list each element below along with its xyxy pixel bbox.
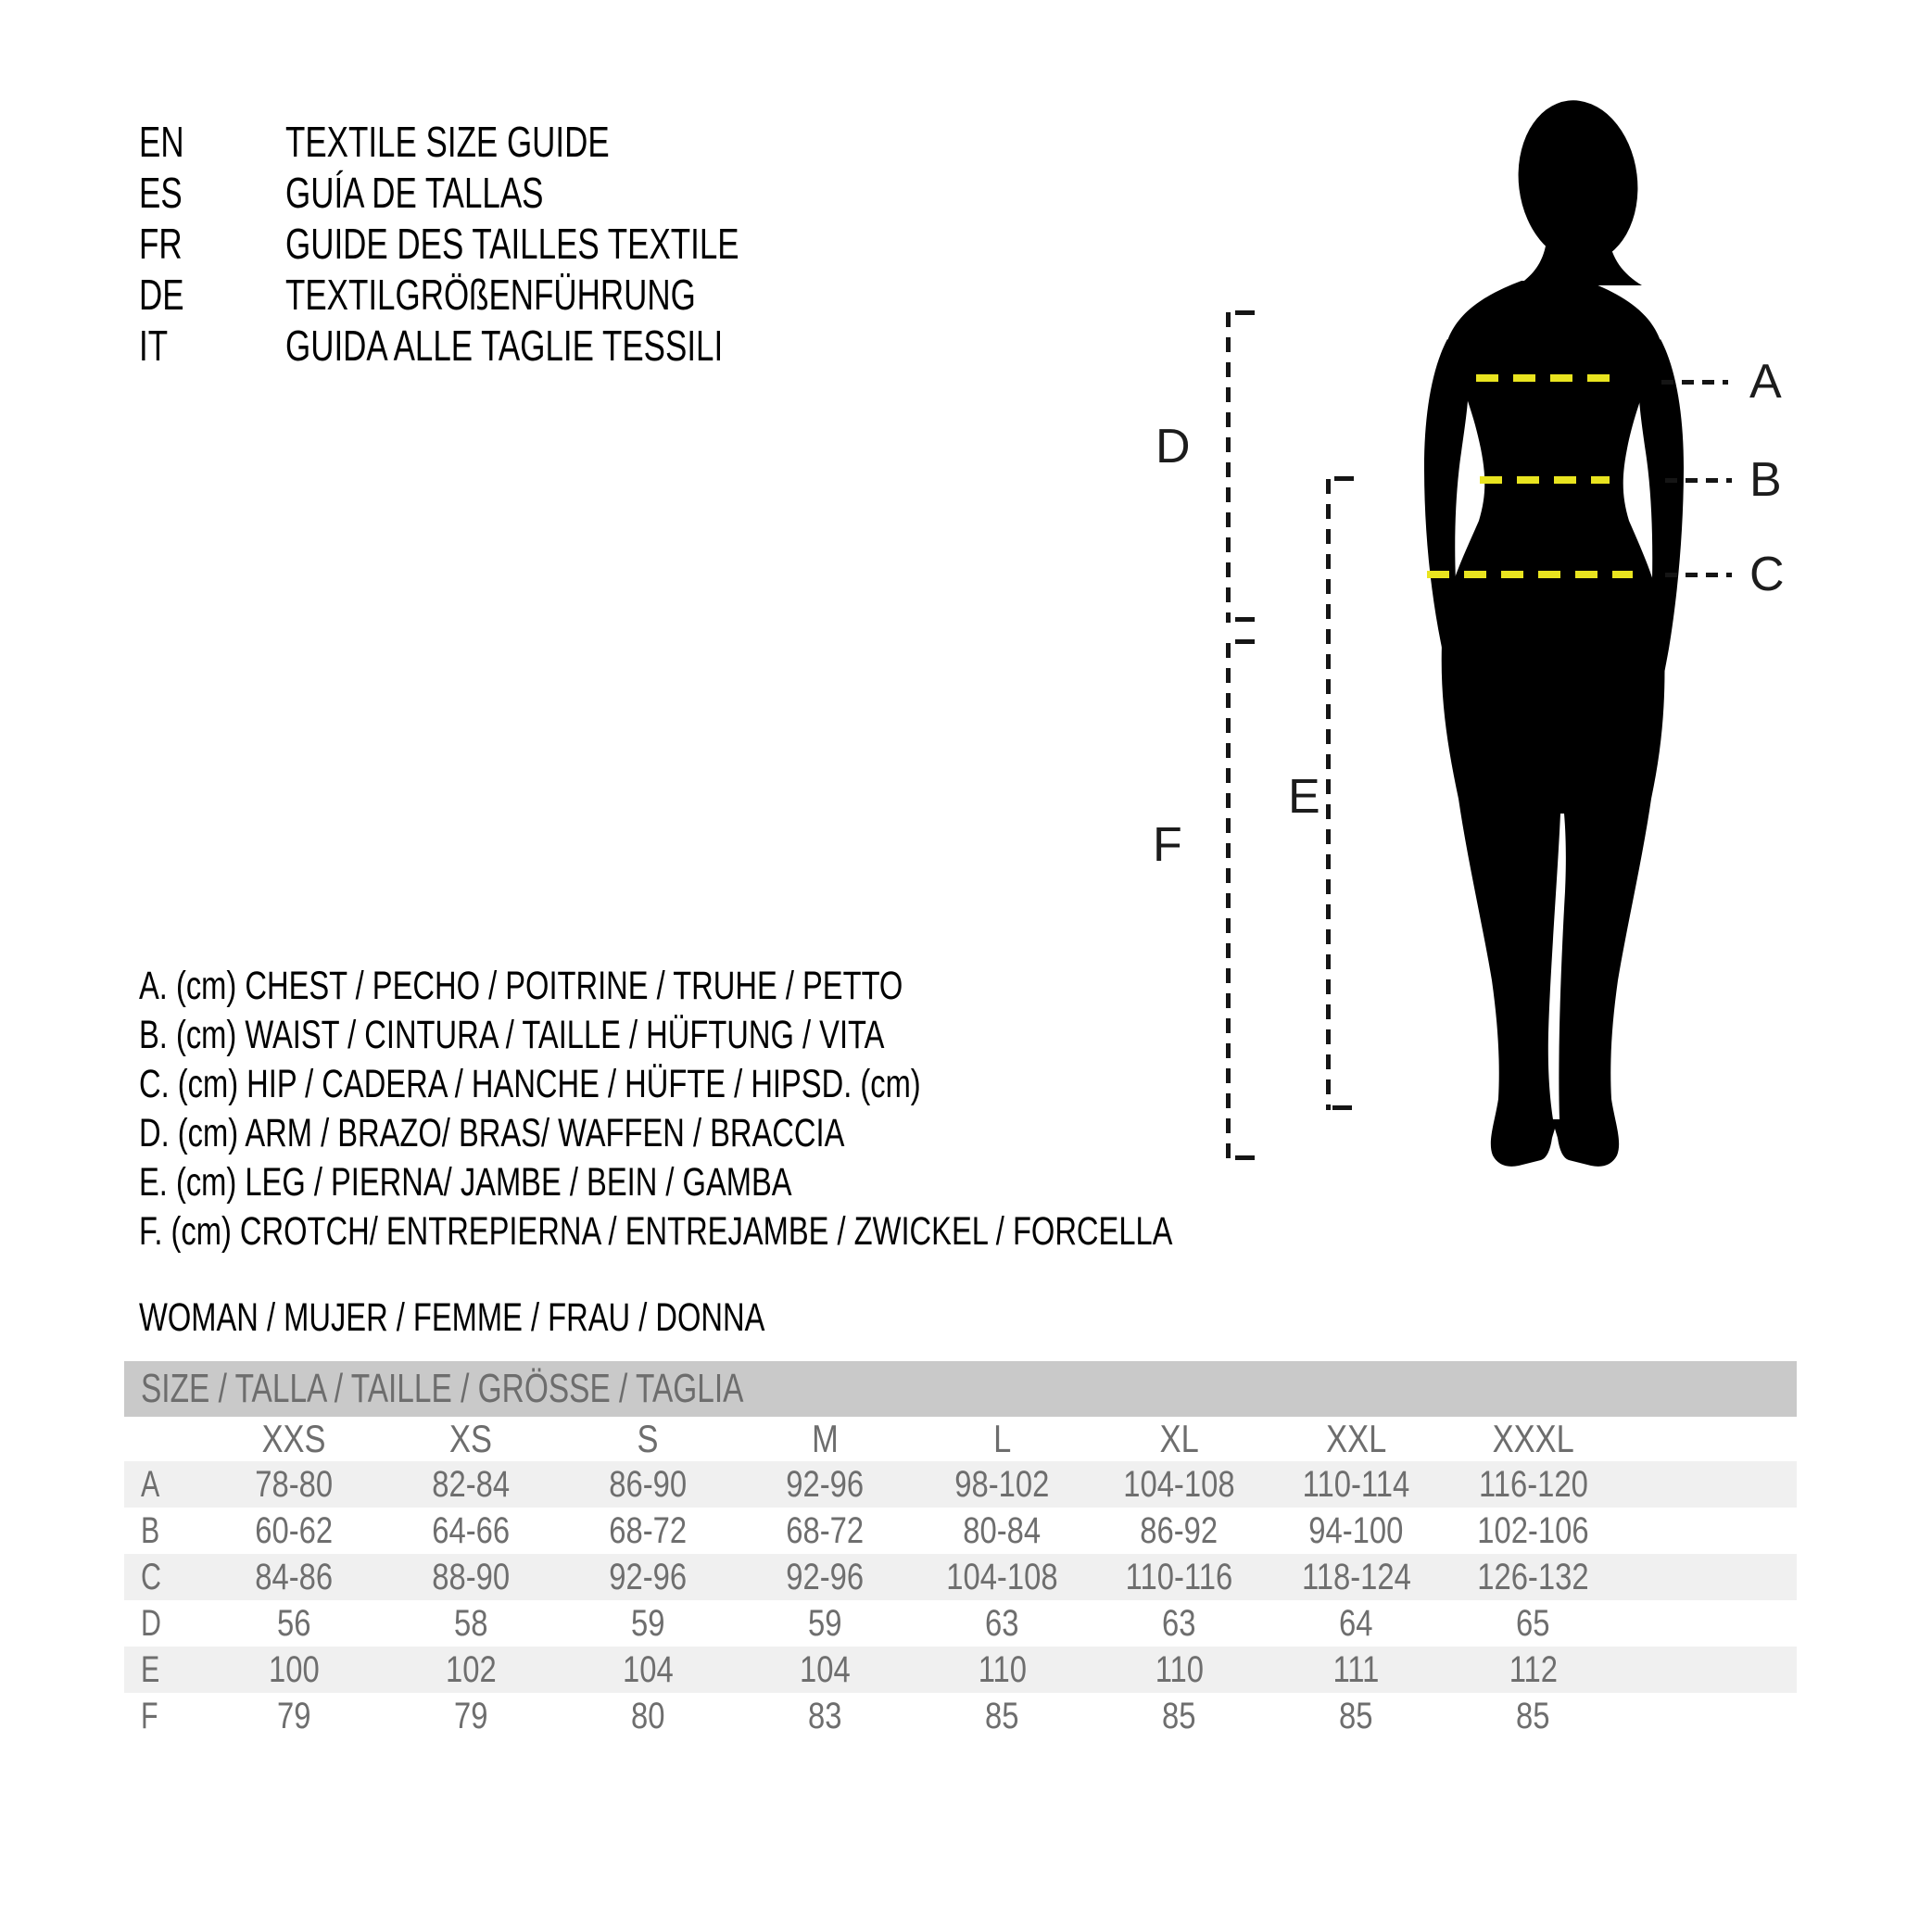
table-row [124,1693,1797,1739]
table-cell [1445,1554,1622,1600]
cell-value: 110-114 [1302,1464,1410,1505]
cell-value: 92-96 [609,1557,688,1597]
table-cell [560,1508,737,1554]
row-label: A [141,1464,160,1505]
measure-label-d: D [1155,420,1191,473]
language-title: TEXTILGRÖßENFÜHRUNG [285,271,696,319]
size-column-header [383,1417,560,1461]
measure-label-c: C [1749,548,1785,601]
legend-item [139,1158,1499,1207]
cell-value: 85 [1162,1696,1196,1736]
table-cell [560,1554,737,1600]
table-cell [383,1693,560,1739]
size-column-label: XXS [262,1417,326,1460]
language-row [139,270,882,321]
table-cell [1091,1693,1268,1739]
cell-value: 68-72 [609,1510,688,1551]
size-table-title-band [124,1361,1797,1417]
audience-heading [139,1295,963,1341]
legend-item [139,1011,1499,1060]
table-cell [914,1600,1091,1647]
row-label-cell [124,1461,206,1508]
cell-value: 102 [446,1649,497,1690]
leader-line-c [1665,573,1732,577]
cell-value: 58 [454,1603,488,1644]
size-column-header [1268,1417,1445,1461]
table-cell [383,1461,560,1508]
legend-text: E. (cm) LEG / PIERNA/ JAMBE / BEIN / GAMBA [139,1160,792,1205]
legend-item [139,962,1499,1011]
table-cell [1268,1508,1445,1554]
row-label-cell [124,1508,206,1554]
language-title: TEXTILE SIZE GUIDE [285,118,610,166]
language-title: GUÍA DE TALLAS [285,169,544,217]
row-label-cell [124,1693,206,1739]
legend-item [139,1060,1499,1109]
cell-value: 110-116 [1125,1557,1233,1597]
table-cell [1091,1554,1268,1600]
cell-value: 64-66 [432,1510,511,1551]
cell-value: 59 [808,1603,842,1644]
table-cell [737,1600,914,1647]
row-label-cell [124,1647,206,1693]
table-cell [206,1693,383,1739]
cell-value: 68-72 [786,1510,865,1551]
table-cell [206,1554,383,1600]
size-column-header [737,1417,914,1461]
table-cell [1445,1693,1622,1739]
row-filler [1622,1647,1797,1693]
table-cell [1268,1461,1445,1508]
cell-value: 104 [623,1649,674,1690]
table-cell [383,1647,560,1693]
row-filler [1622,1693,1797,1739]
cell-value: 84-86 [255,1557,334,1597]
size-column-label: L [992,1417,1012,1460]
legend-text: D. (cm) ARM / BRAZO/ BRAS/ WAFFEN / BRACCIA [139,1111,845,1155]
audience-heading-text: WOMAN / MUJER / FEMME / FRAU / DONNA [139,1295,765,1340]
size-column-header [1445,1417,1622,1461]
cell-value: 79 [454,1696,488,1736]
table-cell [560,1600,737,1647]
cell-value: 110 [1155,1649,1204,1690]
cell-value: 104-108 [946,1557,1058,1597]
table-cell [1268,1554,1445,1600]
language-code: IT [139,322,169,370]
cell-value: 100 [269,1649,320,1690]
table-cell [1268,1600,1445,1647]
cell-value: 126-132 [1477,1557,1589,1597]
cell-value: 111 [1332,1649,1380,1690]
legend-text: F. (cm) CROTCH/ ENTREPIERNA / ENTREJAMBE / ZWICKEL / FORCELLA [139,1209,1173,1254]
cell-value: 79 [277,1696,311,1736]
size-column-header [560,1417,737,1461]
cell-value: 98-102 [954,1464,1050,1505]
size-header-spacer [124,1417,206,1461]
table-cell [383,1554,560,1600]
hip-measure-line [1427,571,1633,578]
legend-item [139,1207,1499,1256]
legend-text: B. (cm) WAIST / CINTURA / TAILLE / HÜFTUNG / VITA [139,1013,885,1057]
language-title: GUIDE DES TAILLES TEXTILE [285,220,739,268]
cell-value: 83 [808,1696,842,1736]
row-label: B [141,1510,160,1551]
row-label-cell [124,1600,206,1647]
cell-value: 85 [1516,1696,1550,1736]
crotch-line-top-tick [1235,639,1255,644]
language-code: EN [139,118,184,166]
table-cell [914,1554,1091,1600]
cell-value: 92-96 [786,1464,865,1505]
row-filler [1622,1461,1797,1508]
cell-value: 112 [1509,1649,1558,1690]
cell-value: 86-90 [609,1464,688,1505]
table-row [124,1647,1797,1693]
size-column-label: S [638,1417,659,1460]
cell-value: 63 [1162,1603,1196,1644]
cell-value: 59 [631,1603,665,1644]
table-row [124,1508,1797,1554]
language-row [139,321,882,372]
row-label: E [141,1649,160,1690]
table-cell [914,1508,1091,1554]
cell-value: 94-100 [1308,1510,1404,1551]
table-cell [914,1693,1091,1739]
leader-line-a [1661,380,1728,385]
cell-value: 60-62 [255,1510,334,1551]
measure-label-f: F [1153,818,1182,872]
table-cell [206,1600,383,1647]
table-cell [383,1600,560,1647]
table-cell [737,1554,914,1600]
table-cell [560,1647,737,1693]
size-column-label: M [812,1417,839,1460]
row-label: D [141,1603,161,1644]
cell-value: 56 [277,1603,311,1644]
chest-measure-line [1476,374,1617,382]
size-table-body [124,1461,1797,1739]
size-header-row [124,1417,1797,1461]
language-code: DE [139,271,184,319]
arm-line-bottom-tick [1235,617,1255,622]
cell-value: 78-80 [255,1464,334,1505]
size-column-header [206,1417,383,1461]
table-cell [1445,1647,1622,1693]
cell-value: 80-84 [963,1510,1042,1551]
table-cell [1091,1461,1268,1508]
size-column-label: XL [1159,1417,1199,1460]
cell-value: 82-84 [432,1464,511,1505]
size-column-header [1091,1417,1268,1461]
table-cell [1091,1508,1268,1554]
table-row [124,1554,1797,1600]
cell-value: 102-106 [1477,1510,1589,1551]
size-table [124,1361,1797,1739]
measure-label-a: A [1749,355,1782,409]
row-label: C [141,1557,161,1597]
table-cell [737,1647,914,1693]
table-cell [914,1647,1091,1693]
table-cell [737,1508,914,1554]
language-code: ES [139,169,183,217]
legend-text: C. (cm) HIP / CADERA / HANCHE / HÜFTE / HIPSD. (cm) [139,1062,921,1106]
row-filler [1622,1600,1797,1647]
table-cell [560,1693,737,1739]
table-cell [1091,1647,1268,1693]
language-list [139,117,882,372]
table-cell [1445,1600,1622,1647]
cell-value: 85 [985,1696,1019,1736]
measure-label-b: B [1749,453,1782,507]
table-cell [1091,1600,1268,1647]
size-table-title: SIZE / TALLA / TAILLE / GRÖSSE / TAGLIA [141,1366,744,1411]
table-row [124,1461,1797,1508]
leg-line-top-tick [1334,476,1354,481]
size-column-header [914,1417,1091,1461]
size-column-label: XXL [1325,1417,1387,1460]
cell-value: 104-108 [1123,1464,1235,1505]
row-label-cell [124,1554,206,1600]
measure-legend [139,962,1499,1256]
table-cell [737,1693,914,1739]
legend-item [139,1109,1499,1158]
cell-value: 85 [1339,1696,1373,1736]
size-column-label: XXXL [1492,1417,1574,1460]
cell-value: 86-92 [1140,1510,1219,1551]
cell-value: 118-124 [1301,1557,1411,1597]
language-row [139,168,882,219]
language-title: GUIDA ALLE TAGLIE TESSILI [285,322,724,370]
size-header-filler [1622,1417,1797,1461]
leader-line-b [1665,478,1732,483]
table-row [124,1600,1797,1647]
cell-value: 92-96 [786,1557,865,1597]
cell-value: 80 [631,1696,665,1736]
arm-measure-line [1226,312,1231,623]
language-row [139,219,882,270]
table-cell [206,1461,383,1508]
cell-value: 64 [1339,1603,1373,1644]
language-code: FR [139,220,183,268]
table-cell [206,1647,383,1693]
table-cell [1268,1693,1445,1739]
row-filler [1622,1554,1797,1600]
arm-line-top-tick [1235,310,1255,315]
measure-label-e: E [1288,770,1320,824]
legend-text: A. (cm) CHEST / PECHO / POITRINE / TRUHE / PETTO [139,964,903,1008]
table-cell [1268,1647,1445,1693]
table-cell [737,1461,914,1508]
waist-measure-line [1480,476,1610,484]
table-cell [206,1508,383,1554]
cell-value: 65 [1516,1603,1550,1644]
cell-value: 110 [978,1649,1027,1690]
cell-value: 88-90 [432,1557,511,1597]
table-cell [383,1508,560,1554]
cell-value: 104 [800,1649,851,1690]
table-cell [1445,1508,1622,1554]
cell-value: 116-120 [1478,1464,1588,1505]
table-cell [914,1461,1091,1508]
table-cell [1445,1461,1622,1508]
row-filler [1622,1508,1797,1554]
row-label: F [141,1696,158,1736]
table-cell [560,1461,737,1508]
cell-value: 63 [985,1603,1019,1644]
size-column-label: XS [449,1417,493,1460]
language-row [139,117,882,168]
